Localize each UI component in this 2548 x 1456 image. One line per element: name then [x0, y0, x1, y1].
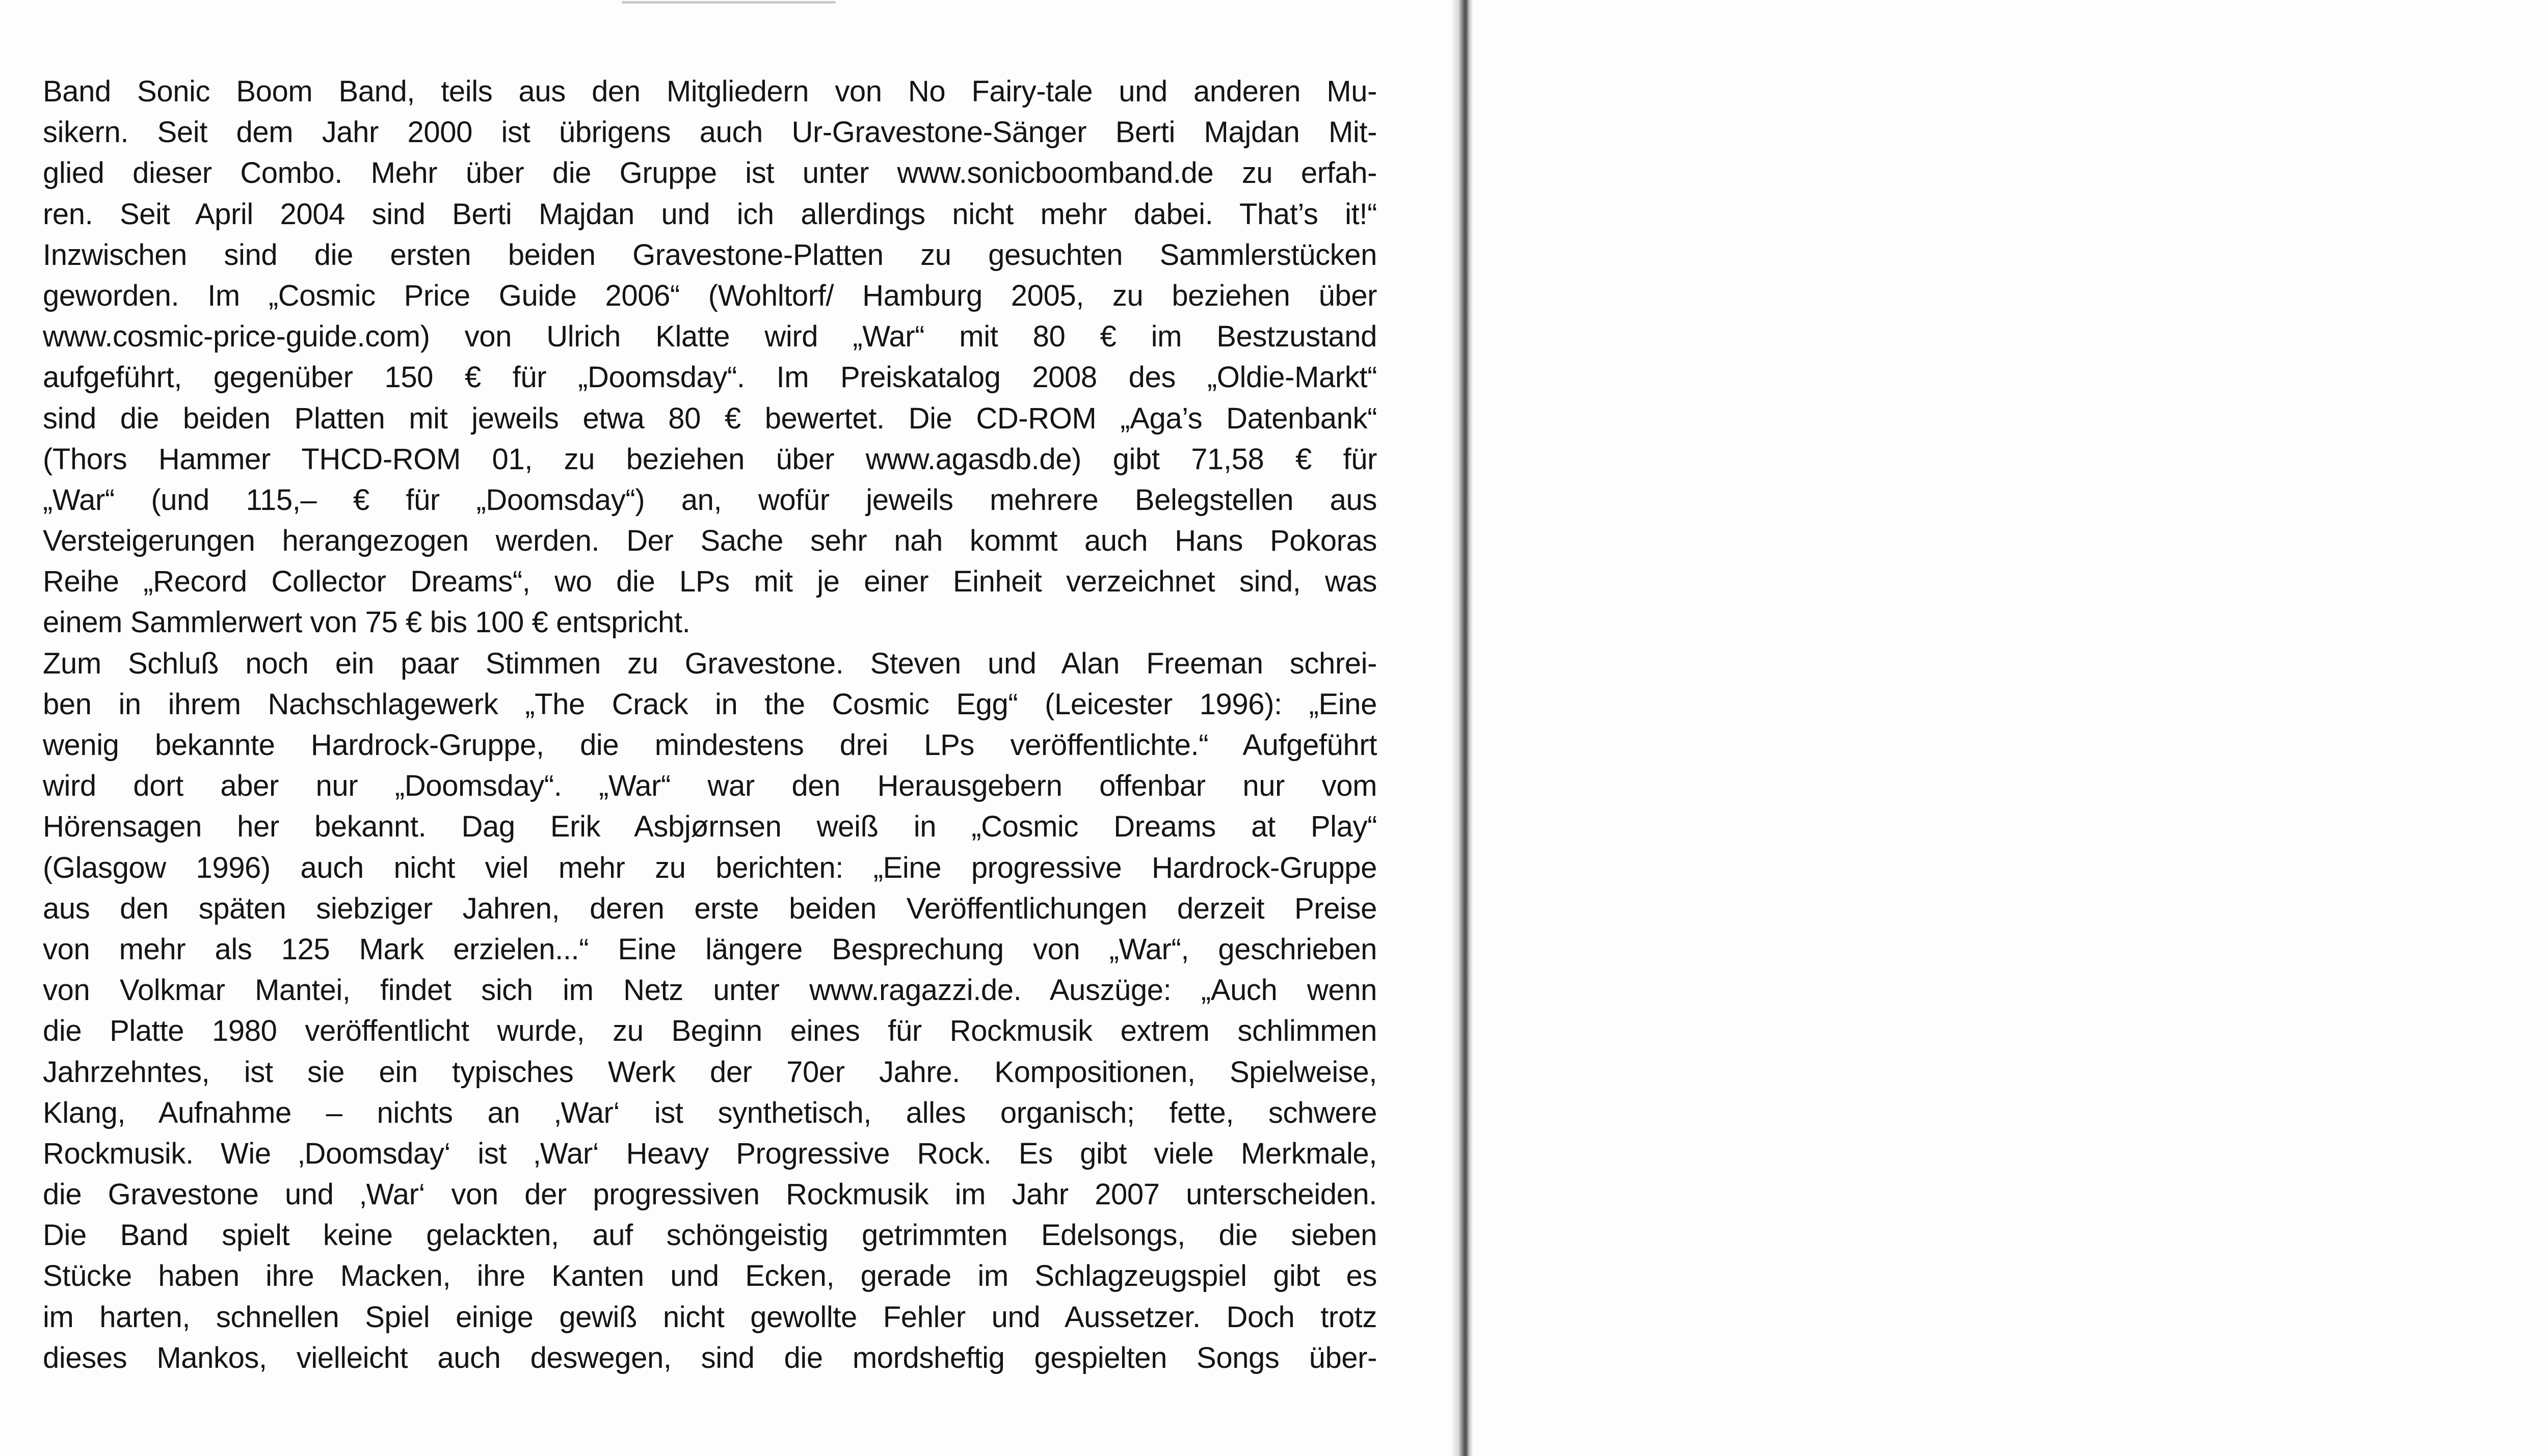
left-page-text-line: (Glasgow 1996) auch nicht viel mehr zu berichten: „Eine progressive Hardrock-Gruppe	[43, 851, 1377, 884]
left-page-text-line: wenig bekannte Hardrock-Gruppe, die mindestens drei LPs veröffentlichte.“ Aufgeführt	[43, 729, 1377, 762]
left-page-text-line: aus den späten siebziger Jahren, deren erste beiden Veröffentlichungen derzeit Preise	[43, 892, 1377, 925]
left-page-text-line: sind die beiden Platten mit jeweils etwa 80 € bewertet. Die CD-ROM „Aga’s Datenbank“	[43, 401, 1377, 435]
left-page-top-rule	[622, 1, 836, 4]
left-page-text-line: „War“ (und 115,– € für „Doomsday“) an, wofür jeweils mehrere Belegstellen aus	[43, 483, 1377, 517]
left-page-text-line: Klang, Aufnahme – nichts an ‚War‘ ist synthetisch, alles organisch; fette, schwere	[43, 1096, 1377, 1129]
left-page-text-line: aufgeführt, gegenüber 150 € für „Doomsday“. Im Preiskatalog 2008 des „Oldie-Markt“	[43, 361, 1377, 394]
left-page-text-line: im harten, schnellen Spiel einige gewiß nicht gewollte Fehler und Aussetzer. Doch trotz	[43, 1300, 1377, 1334]
left-page-text	[43, 71, 1377, 1379]
left-page-text-line: www.cosmic-price-guide.com) von Ulrich Klatte wird „War“ mit 80 € im Bestzustand	[43, 320, 1377, 354]
book-gutter	[1452, 0, 1473, 1456]
left-page-text-line: von mehr als 125 Mark erzielen...“ Eine längere Besprechung von „War“, geschrieben	[43, 932, 1377, 966]
left-page-text-line: von Volkmar Mantei, findet sich im Netz unter www.ragazzi.de. Auszüge: „Auch wenn	[43, 974, 1377, 1007]
left-page-text-line: Jahrzehntes, ist sie ein typisches Werk der 70er Jahre. Kompositionen, Spielweise,	[43, 1055, 1377, 1089]
left-page-text-line: ben in ihrem Nachschlagewerk „The Crack in the Cosmic Egg“ (Leicester 1996): „Eine	[43, 687, 1377, 721]
right-page	[1473, 0, 2548, 1456]
left-page-text-line: wird dort aber nur „Doomsday“. „War“ war den Herausgebern offenbar nur vom	[43, 769, 1377, 803]
left-page-text-line: Hörensagen her bekannt. Dag Erik Asbjørnsen weiß in „Cosmic Dreams at Play“	[43, 810, 1377, 844]
left-page-text-line: Reihe „Record Collector Dreams“, wo die LPs mit je einer Einheit verzeichnet sind, was	[43, 565, 1377, 599]
left-page-text-line: Versteigerungen herangezogen werden. Der Sache sehr nah kommt auch Hans Pokoras	[43, 524, 1377, 558]
left-page-text-line: Inzwischen sind die ersten beiden Gravestone-Platten zu gesuchten Sammlerstücken	[43, 238, 1377, 272]
left-page-text-line: einem Sammlerwert von 75 € bis 100 € entspricht.	[43, 606, 691, 639]
left-page-text-line: die Gravestone und ‚War‘ von der progressiven Rockmusik im Jahr 2007 unterscheiden.	[43, 1178, 1377, 1211]
left-page-text-line: glied dieser Combo. Mehr über die Gruppe ist unter www.sonicboomband.de zu erfah-	[43, 156, 1377, 190]
left-page-text-line: dieses Mankos, vielleicht auch deswegen, sind die mordsheftig gespielten Songs über-	[43, 1341, 1377, 1374]
left-page-text-line: sikern. Seit dem Jahr 2000 ist übrigens auch Ur-Gravestone-Sänger Berti Majdan Mit-	[43, 116, 1377, 149]
left-page-text-line: die Platte 1980 veröffentlicht wurde, zu Beginn eines für Rockmusik extrem schlimmen	[43, 1014, 1377, 1048]
left-page-text-line: (Thors Hammer THCD-ROM 01, zu beziehen über www.agasdb.de) gibt 71,58 € für	[43, 442, 1377, 476]
left-page-text-line: Stücke haben ihre Macken, ihre Kanten und Ecken, gerade im Schlagzeugspiel gibt es	[43, 1259, 1377, 1293]
left-page-text-line: Band Sonic Boom Band, teils aus den Mitgliedern von No Fairy-tale und anderen Mu-	[43, 75, 1377, 108]
left-page-text-line: geworden. Im „Cosmic Price Guide 2006“ (Wohltorf/ Hamburg 2005, zu beziehen über	[43, 279, 1377, 312]
left-page-text-line: ren. Seit April 2004 sind Berti Majdan und ich allerdings nicht mehr dabei. That’s it!“	[43, 197, 1377, 231]
left-page-text-line: Zum Schluß noch ein paar Stimmen zu Gravestone. Steven und Alan Freeman schrei-	[43, 646, 1377, 680]
left-page-text-line: Die Band spielt keine gelackten, auf schöngeistig getrimmten Edelsongs, die sieben	[43, 1219, 1377, 1252]
left-page-text-line: Rockmusik. Wie ‚Doomsday‘ ist ‚War‘ Heavy Progressive Rock. Es gibt viele Merkmale,	[43, 1137, 1377, 1170]
